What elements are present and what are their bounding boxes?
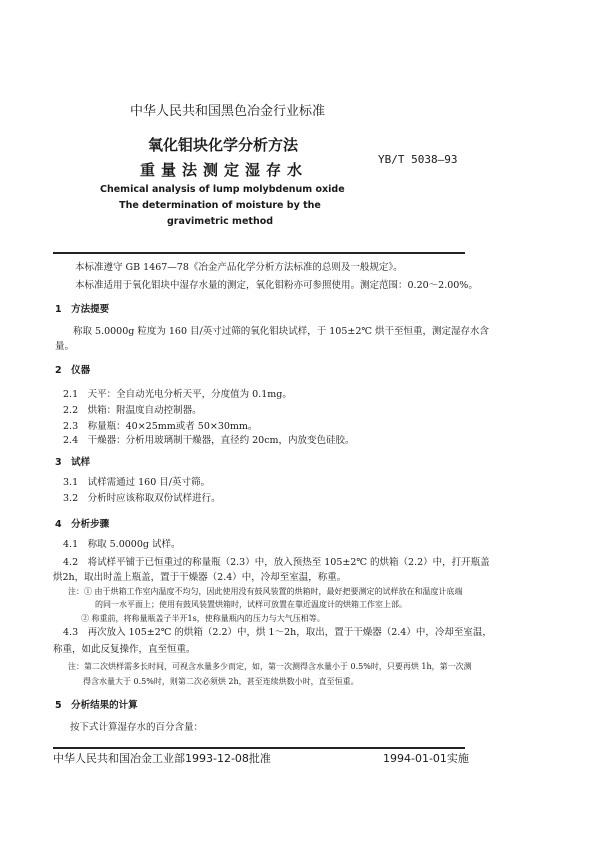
intro-paragraph: 本标准适用于氧化钼块中湿存水量的测定，氧化钼粉亦可参照使用。测定范围：0.20～2.00%。	[75, 280, 478, 291]
section-heading: 5 分析结果的计算	[55, 700, 138, 711]
list-item: 3.1 试样需通过 160 目/英寸筛。	[63, 477, 210, 488]
list-item: 3.2 分析时应该称取双份试样进行。	[63, 493, 221, 504]
list-item: 2.1 天平：全自动光电分析天平，分度值为 0.1mg。	[63, 389, 292, 400]
list-item: 4.1 称取 5.0000g 试样。	[63, 539, 181, 550]
intro-paragraph: 本标准遵守 GB 1467—78《冶金产品化学分析方法标准的总则及一般规定》。	[75, 262, 403, 273]
list-item: 4.3 再次放入 105±2℃ 的烘箱（2.2）中，烘 1～2h，取出，置于干燥器（2.4）中，冷却至室温，	[63, 627, 492, 638]
effective-date: 1994-01-01实施	[383, 752, 469, 765]
paragraph: 按下式计算湿存水的百分含量：	[70, 722, 204, 733]
note: 注：第二次烘样需多长时间，可视含水量多少而定，如，第一次测得含水量小于 0.5%时，只要再烘 1h，第一次测	[68, 662, 472, 671]
paragraph: 量。	[55, 341, 75, 352]
list-item: 2.4 干燥器：分析用玻璃制干燥器，直径约 20cm，内放变色硅胶。	[63, 435, 355, 446]
section-heading: 3 试样	[55, 457, 91, 468]
section-heading: 1 方法提要	[55, 304, 110, 315]
note: 得含水量大于 0.5%时，则第二次必须烘 2h，甚至连续烘数小时，直至恒重。	[83, 677, 359, 686]
section-heading: 4 分析步骤	[55, 519, 110, 530]
note: ② 称重前，将称量瓶盖子半开1s，使称量瓶内的压力与大气压相等。	[81, 614, 325, 623]
note: 的同一水平面上；使用有鼓风装置烘箱时，试样可放置在靠近温度计的烘箱工作室上部。	[95, 600, 407, 609]
document-subtitle-cn: 重量法测定湿存水	[140, 161, 309, 179]
top-divider	[53, 252, 465, 254]
list-item: 4.2 将试样平铺于已恒重过的称量瓶（2.3）中，放入预热至 105±2℃ 的烘箱（2.2）中，打开瓶盖	[63, 557, 490, 568]
list-item: 2.2 烘箱：附温度自动控制器。	[63, 405, 202, 416]
list-item: 2.3 称量瓶：40×25mm或者 50×30mm。	[63, 421, 258, 432]
list-item: 称重，如此反复操作，直至恒重。	[53, 644, 196, 655]
title-en-line: The determination of moisture by the	[119, 200, 321, 211]
approval-line: 中华人民共和国冶金工业部1993-12-08批准	[53, 752, 271, 765]
note: 注：① 由于烘箱工作室内温度不均匀，因此使用没有鼓风装置的烘箱时，最好把要测定的试样放在和温度计底端	[68, 587, 463, 596]
title-en-line: gravimetric method	[166, 216, 274, 227]
standard-code: YB/T 5038—93	[378, 153, 458, 166]
section-heading: 2 仪器	[55, 365, 91, 376]
list-item: 烘2h，取出时盖上瓶盖，置于干燥器（2.4）中，冷却至室温，称重。	[53, 572, 347, 583]
document-title-cn: 氧化钼块化学分析方法	[148, 136, 299, 154]
bottom-divider	[53, 747, 465, 749]
title-en-line: Chemical analysis of lump molybdenum oxide	[100, 184, 345, 195]
paragraph: 称取 5.0000g 粒度为 160 目/英寸过筛的氧化钼块试样，于 105±2℃ 烘干至恒重，测定湿存水含	[73, 326, 490, 337]
issuer-heading: 中华人民共和国黑色冶金行业标准	[130, 104, 326, 119]
